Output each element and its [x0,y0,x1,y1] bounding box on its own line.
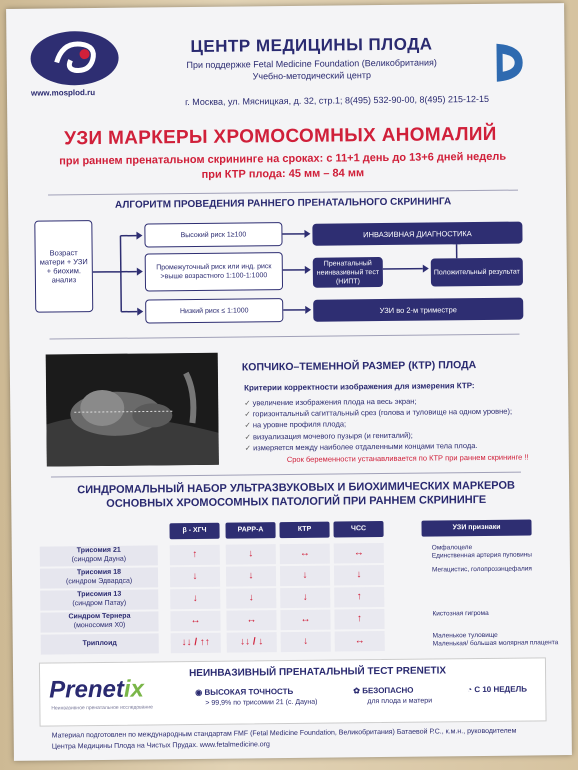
main-title: УЗИ МАРКЕРЫ ХРОМОСОМНЫХ АНОМАЛИЙ [64,123,497,150]
feature-safe: ✿ БЕЗОПАСНО [353,685,414,696]
marker-arrow: ↑ [356,591,362,603]
column-header: УЗИ признаки [421,519,531,536]
column-header: РАРР-А [225,522,275,539]
syndrome-subname: (моносомия Х0) [73,621,126,630]
prenetix-logo-text: Prenet [49,675,125,704]
divider [51,472,521,478]
column-header: β - ХГЧ [169,523,219,540]
column-header: ЧСС [333,521,383,538]
list-item: ✓ визуализация мочевого пузыря (и гениталий); [245,428,513,442]
high-risk-box: Высокий риск 1≥100 [144,222,282,247]
syndromes-title-1: СИНДРОМАЛЬНЫЙ НАБОР УЛЬТРАЗВУКОВЫХ И БИОХИМИЧЕСКИХ МАРКЕРОВ [77,479,516,497]
ktr-title: КОПЧИКО–ТЕМЕННОЙ РАЗМЕР (КТР) ПЛОДА [241,359,477,374]
invasive-box: ИНВАЗИВНАЯ ДИАГНОСТИКА [312,222,522,246]
syndrome-name: Трисомия 18 [76,568,122,577]
center-address: г. Москва, ул. Мясницкая, д. 32, стр.1; 8(495) 532-90-00, 8(495) 215-12-15 [184,93,490,108]
feature-accuracy: ◉ ВЫСОКАЯ ТОЧНОСТЬ [195,686,294,697]
criteria-heading: Критерии корректности изображения для измерения КТР: [244,381,475,393]
subtitle-line-2: при КТР плода: 45 мм – 84 мм [201,167,365,181]
list-item: ✓ горизонтальный сагиттальный срез (голова и туловище на одном уровне); [244,406,512,420]
marker-arrow: ↓ [302,569,308,581]
syndrome-name: Синдром Тернера [68,612,131,621]
ktr-note: Срок беременности устанавливается по КТР при раннем скрининге !! [286,452,529,465]
usi-signs: Омфалоцеле Единственная артерия пуповины [431,544,532,560]
marker-arrow: ↔ [190,614,201,627]
list-item: ✓ измеряется между наиболее отдаленными концами тела плода. [245,439,513,453]
feature-accuracy-label: ВЫСОКАЯ ТОЧНОСТЬ [204,686,294,697]
low-risk-box: Низкий риск ≤ 1:1000 [145,298,283,323]
syndromes-title [51,478,541,511]
prenetix-title: НЕИНВАЗИВНЫЙ ПРЕНАТАЛЬНЫЙ ТЕСТ PRENETIX [188,665,447,680]
algorithm-title: АЛГОРИТМ ПРОВЕДЕНИЯ РАННЕГО ПРЕНАТАЛЬНОГО СКРИНИНГА [114,196,452,211]
syndrome-name: Трисомия 21 [76,546,121,555]
marker-arrow: ↓ [248,592,254,604]
ultrasound-image [46,353,219,467]
criteria-list [244,395,512,454]
positive-box: Положительный результат [431,258,523,287]
marker-arrow: ↑ [192,548,198,561]
table-row [40,545,158,566]
syndrome-subname: (синдром Дауна) [71,555,127,564]
marker-arrow: ↔ [353,547,364,559]
list-item: ✓ на уровне профиля плода; [244,417,512,431]
second-trimester-box: УЗИ во 2-м триместре [313,298,523,322]
marker-arrow: ↔ [354,635,365,647]
usi-signs: Маленькое туловище Маленькая/ большая молярная плацента [432,631,559,648]
marker-arrow: ↔ [299,547,310,559]
marker-arrow: ↓ [302,591,308,603]
marker-arrow: ↓↓ / ↓ [239,636,264,648]
marker-arrow: ↓ [248,570,254,582]
marker-arrow: ↓ [248,548,254,560]
poster [6,3,572,761]
nipt-box: Пренатальный неинвазивный тест (НИПТ) [313,257,383,288]
column-header: КТР [279,522,329,539]
prenetix-logo-subtitle: Неинвазивное пренатальное исследование [51,704,153,712]
table-row [40,611,158,632]
marker-arrow: ↑ [356,613,363,625]
marker-arrow: ↓ [192,570,198,583]
feature-weeks: ◔ С 10 НЕДЕЛЬ [467,684,527,695]
table-row [40,589,158,610]
table-row [41,633,159,654]
prenetix-logo: Prenetix [49,675,145,704]
feature-weeks-label: С 10 НЕДЕЛЬ [474,684,527,695]
syndrome-subname: (синдром Патау) [72,599,127,608]
marker-arrow: ↓ [192,592,198,605]
marker-arrow: ↓ [303,635,309,647]
marker-arrow: ↔ [246,614,257,626]
table-row [40,567,158,588]
marker-arrow: ↓ [356,569,362,581]
support-line: При поддержке Fetal Medicine Foundation (Великобритания) [186,57,437,71]
center-title: ЦЕНТР МЕДИЦИНЫ ПЛОДА [190,34,433,57]
feature-safe-detail: для плода и матери [367,697,433,706]
syndrome-subname: (синдром Эдвардса) [65,577,133,586]
footer-text: Материал подготовлен по международным стандартам FMF (Fetal Medicine Foundation, Великобритания) Батаевой Р.С., к.м.н., руководителем Центра Медицины Плода на Чистых Прудах. www.fetalmedicine.org [51,727,517,751]
syndrome-name: Триплоид [82,639,117,648]
mid-risk-box: Промежуточный риск или инд. риск >выше возрастного 1:100-1:1000 [145,252,283,291]
input-box: Возраст матери + УЗИ + биохим. анализ [34,220,93,313]
usi-signs: Кистозная гигрома [432,609,489,618]
marker-arrow: ↓↓ / ↑↑ [181,636,210,649]
syndromes-title-2: ОСНОВНЫХ ХРОМОСОМНЫХ ПАТОЛОГИЙ ПРИ РАННЕМ СКРИНИНГЕ [106,493,487,510]
site-url: www.mosplod.ru [30,88,96,98]
syndrome-name: Трисомия 13 [77,590,122,599]
list-item: ✓ увеличение изображения плода на весь экран; [244,395,512,409]
marker-arrow: ↔ [300,613,311,625]
subtitle-line-1: при раннем пренатальном скрининге на сроках: с 11+1 день до 13+6 дней недель [59,150,507,168]
feature-accuracy-detail: > 99,9% по трисомии 21 (с. Дауна) [205,698,318,707]
center-line: Учебно-методический центр [252,70,371,82]
feature-safe-label: БЕЗОПАСНО [362,685,414,696]
usi-signs: Мегацистис, голопрозэнцефалия [431,565,532,574]
